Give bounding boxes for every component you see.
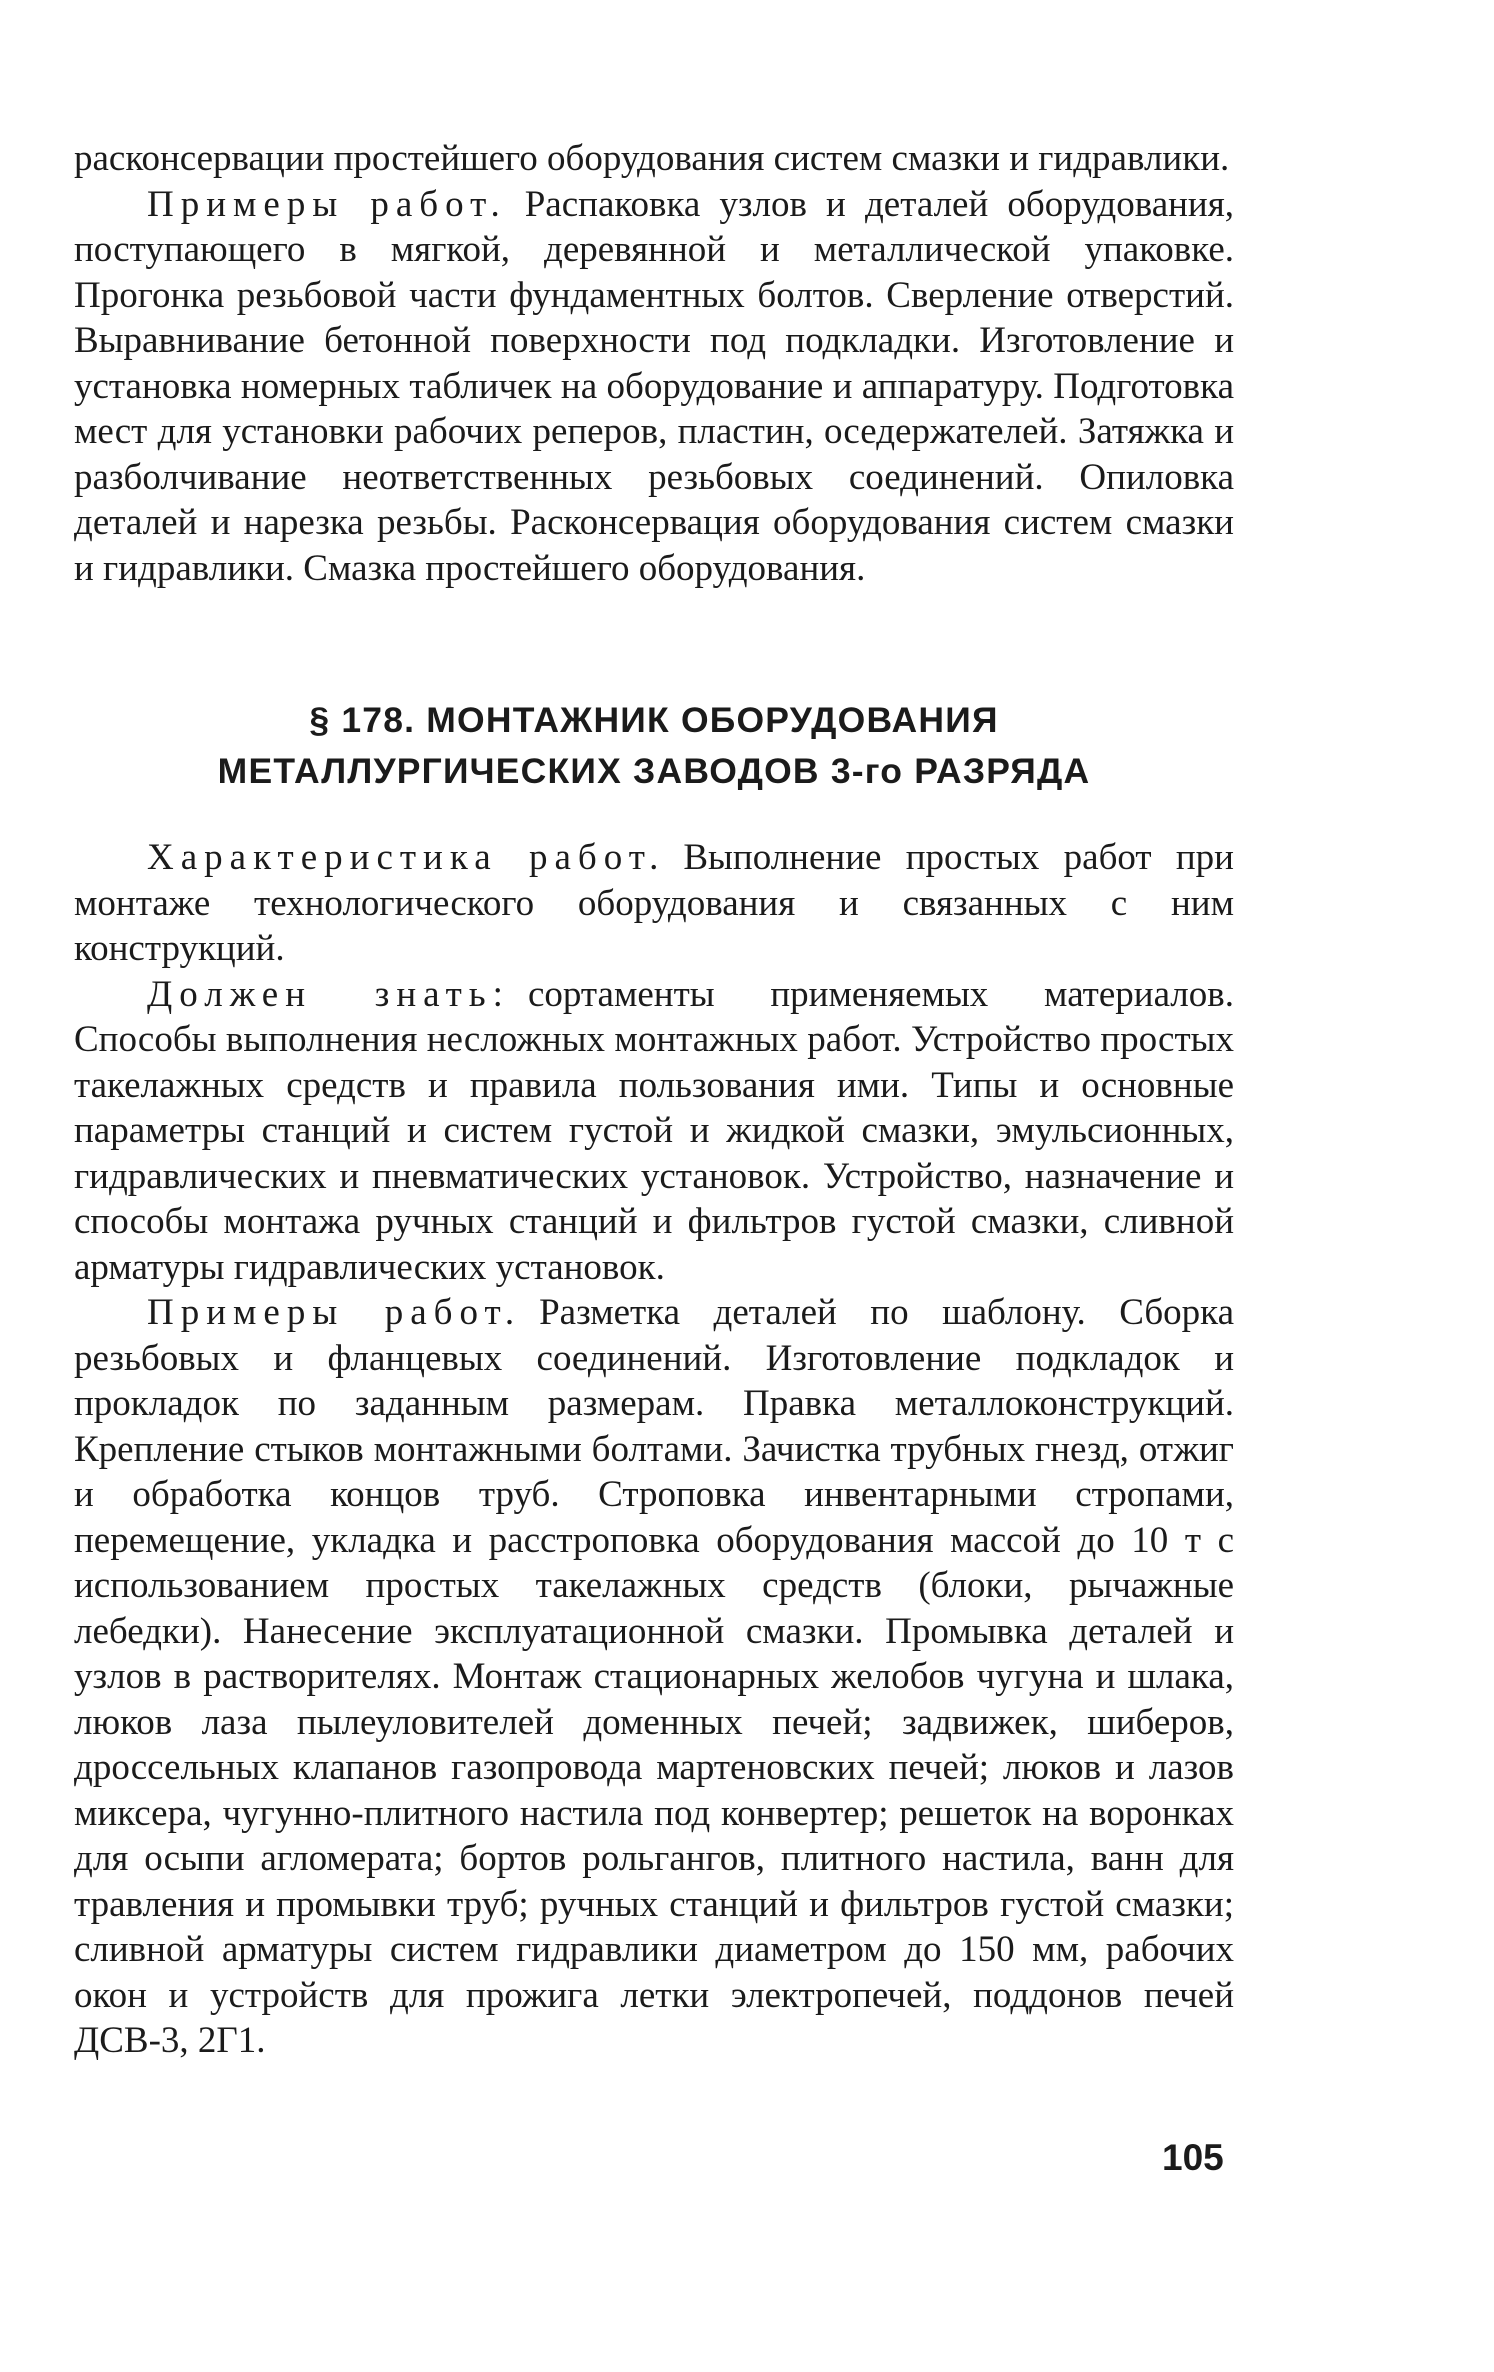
work-examples-lead: Примеры работ. — [147, 183, 507, 225]
must-know-text: сортаменты применяемых материалов. Способы выполнения несложных монтажных работ. Устройство простых такелажных средств и правила пользования ими. Типы и основные параметры станций и систем густой и жидкой смазки, эмульсионных, гидравлических и пневматических установок. Устройство, назначение и способы монтажа ручных станций и фильтров густой смазки, сливной арматуры гидравлических установок. — [74, 973, 1234, 1288]
page-number: 105 — [1162, 2137, 1224, 2178]
work-examples-text: Распаковка узлов и деталей оборудования, поступающего в мягкой, деревянной и металлической упаковке. Прогонка резьбовой части фундаментных болтов. Сверление отверстий. Выравнивание бетонной поверхности под подкладки. Изготовление и установка номерных табличек на оборудование и аппаратуру. Подготовка мест для установки рабочих реперов, пластин, оседержателей. Затяжка и разболчивание неответственных резьбовых соединений. Опиловка деталей и нарезка резьбы. Расконсервация оборудования систем смазки и гидравлики. Смазка простейшего оборудования. — [74, 183, 1234, 589]
work-characteristics-paragraph — [74, 835, 1234, 972]
book-page — [74, 136, 1234, 2064]
work-examples-paragraph — [74, 182, 1234, 592]
work-examples-2-text: Разметка деталей по шаблону. Сборка резьбовых и фланцевых соединений. Изготовление подкладок и прокладок по заданным размерам. Правка металлоконструкций. Крепление стыков монтажными болтами. Зачистка трубных гнезд, отжиг и обработка концов труб. Строповка инвентарными стропами, перемещение, укладка и расстроповка оборудования массой до 10 т с использованием простых такелажных средств (блоки, рычажные лебедки). Нанесение эксплуатационной смазки. Промывка деталей и узлов в растворителях. Монтаж стационарных желобов чугуна и шлака, люков лаза пылеуловителей доменных печей; задвижек, шиберов, дроссельных клапанов газопровода мартеновских печей; люков и лазов миксера, чугунно-плитного настила под конвертер; решеток на воронках для осыпи агломерата; бортов рольгангов, плитного настила, ванн для травления и промывки труб; ручных станций и фильтров густой смазки; сливной арматуры систем гидравлики диаметром до 150 мм, рабочих окон и устройств для прожига летки электропечей, поддонов печей ДСВ-3, 2Г1. — [74, 1292, 1234, 2061]
must-know-lead: Должен знать: — [147, 973, 510, 1015]
work-characteristics-lead: Характеристика работ. — [147, 837, 666, 878]
work-characteristics-text: Выполнение простых работ при монтаже технологического оборудования и связанных с ним конструкций. — [74, 837, 1234, 969]
section-heading — [74, 695, 1234, 797]
section-title-line-2: МЕТАЛЛУРГИЧЕСКИХ ЗАВОДОВ 3-го РАЗРЯДА — [217, 751, 1091, 791]
work-examples-2-lead: Примеры работ. — [147, 1292, 522, 1333]
must-know-paragraph — [74, 972, 1234, 1291]
section-title-line-1: § 178. МОНТАЖНИК ОБОРУДОВАНИЯ — [309, 700, 999, 740]
work-examples-2-paragraph — [74, 1290, 1234, 2064]
continued-paragraph: расконсервации простейшего оборудования систем смазки и гидравлики. — [74, 138, 1230, 179]
